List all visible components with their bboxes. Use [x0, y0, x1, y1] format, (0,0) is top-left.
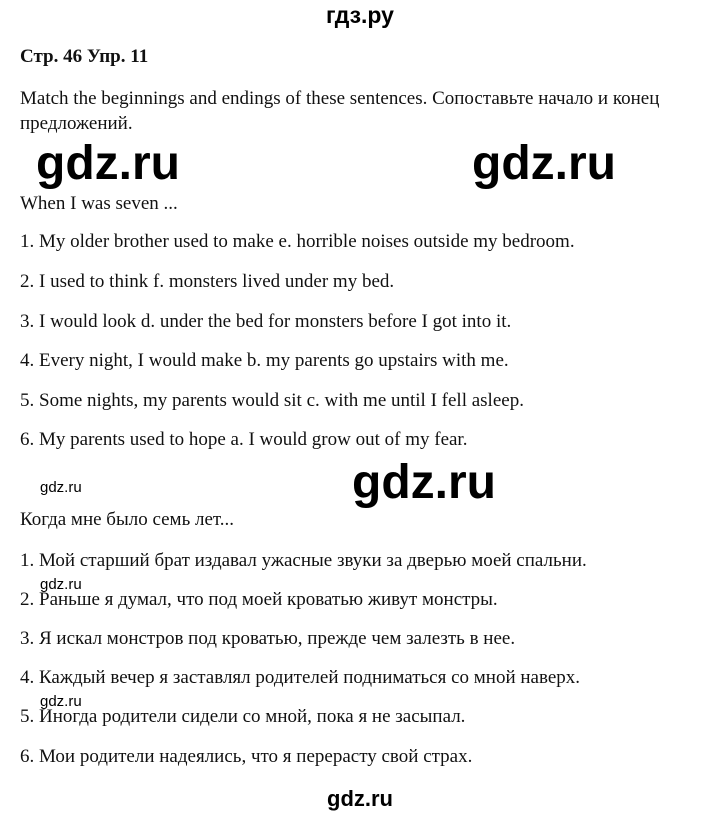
russian-item: 3. Я искал монстров под кроватью, прежде чем залезть в нее. — [20, 628, 516, 649]
russian-item: 2. Раньше я думал, что под моей кроватью живут монстры. — [20, 589, 498, 610]
english-item: 2. I used to think f. monsters lived under my bed. — [20, 271, 395, 292]
russian-item: 1. Мой старший брат издавал ужасные звуки за дверью моей спальни. — [20, 550, 587, 571]
page-title: Стр. 46 Упр. 11 — [20, 46, 149, 67]
watermark-large: gdz.ru — [36, 137, 180, 190]
english-item: 1. My older brother used to make e. horrible noises outside my bedroom. — [20, 231, 575, 252]
instruction-text: Match the beginnings and endings of these sentences. Сопоставьте начало и конец предложений. — [20, 88, 660, 134]
english-item: 4. Every night, I would make b. my parents go upstairs with me. — [20, 350, 509, 371]
watermark-large: gdz.ru — [472, 137, 616, 190]
watermark-bottom: gdz.ru — [327, 786, 393, 811]
watermark-small: gdz.ru — [40, 693, 82, 710]
russian-item: 5. Иногда родители сидели со мной, пока я не засыпал. — [20, 706, 466, 727]
english-intro: When I was seven ... — [20, 193, 178, 214]
watermark-small: gdz.ru — [40, 479, 82, 496]
russian-intro: Когда мне было семь лет... — [20, 509, 235, 530]
english-item: 6. My parents used to hope a. I would grow out of my fear. — [20, 429, 468, 450]
english-item: 5. Some nights, my parents would sit c. with me until I fell asleep. — [20, 390, 524, 411]
site-header: гдз.ру — [326, 2, 394, 28]
watermark-small: gdz.ru — [40, 576, 82, 593]
russian-item: 6. Мои родители надеялись, что я перерасту свой страх. — [20, 746, 473, 767]
watermark-large: gdz.ru — [352, 456, 496, 509]
english-item: 3. I would look d. under the bed for monsters before I got into it. — [20, 311, 512, 332]
russian-item: 4. Каждый вечер я заставлял родителей подниматься со мной наверх. — [20, 667, 581, 688]
